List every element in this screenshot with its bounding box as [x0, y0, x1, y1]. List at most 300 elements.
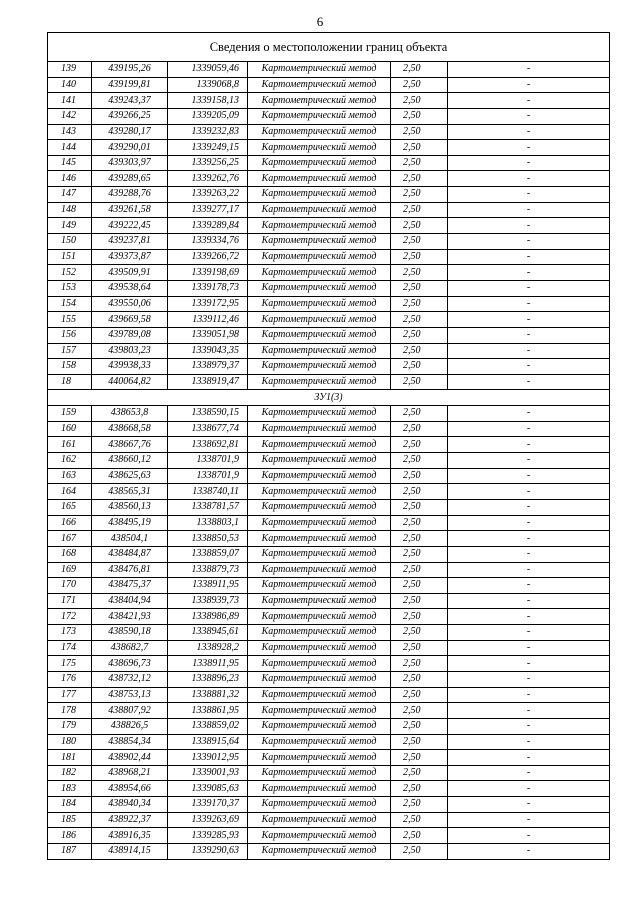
precision-cell: 2,50: [391, 406, 448, 422]
method-cell: Картометрический метод: [248, 62, 391, 78]
point-number-cell: 185: [48, 812, 92, 828]
method-cell: Картометрический метод: [248, 656, 391, 672]
table-row: [48, 734, 610, 750]
table-row: [48, 609, 610, 625]
point-number-cell: 141: [48, 93, 92, 109]
point-number-cell: 159: [48, 406, 92, 422]
coord-x-cell: 438916,35: [92, 828, 168, 844]
coord-y-cell: 1338911,95: [168, 656, 248, 672]
coord-y-cell: 1339068,8: [168, 77, 248, 93]
precision-cell: 2,50: [391, 546, 448, 562]
coord-y-cell: 1339012,95: [168, 750, 248, 766]
coord-x-cell: 438495,19: [92, 515, 168, 531]
coord-y-cell: 1339112,46: [168, 312, 248, 328]
boundary-coordinates-table: [47, 32, 610, 860]
table-row: [48, 625, 610, 641]
method-cell: Картометрический метод: [248, 421, 391, 437]
precision-cell: 2,50: [391, 140, 448, 156]
table-title-row: [48, 33, 610, 62]
precision-cell: 2,50: [391, 625, 448, 641]
table-row: [48, 484, 610, 500]
section-row: [48, 390, 610, 406]
method-cell: Картометрический метод: [248, 765, 391, 781]
description-cell: -: [448, 828, 610, 844]
table-row: [48, 718, 610, 734]
coord-x-cell: 438682,7: [92, 640, 168, 656]
point-number-cell: 150: [48, 234, 92, 250]
coord-y-cell: 1338692,81: [168, 437, 248, 453]
method-cell: Картометрический метод: [248, 578, 391, 594]
coord-y-cell: 1338740,11: [168, 484, 248, 500]
method-cell: Картометрический метод: [248, 750, 391, 766]
description-cell: -: [448, 280, 610, 296]
method-cell: Картометрический метод: [248, 781, 391, 797]
description-cell: -: [448, 218, 610, 234]
precision-cell: 2,50: [391, 249, 448, 265]
point-number-cell: 187: [48, 844, 92, 860]
description-cell: -: [448, 234, 610, 250]
table-row: [48, 640, 610, 656]
table-row: [48, 280, 610, 296]
point-number-cell: 154: [48, 296, 92, 312]
table-row: [48, 249, 610, 265]
precision-cell: 2,50: [391, 202, 448, 218]
method-cell: Картометрический метод: [248, 265, 391, 281]
point-number-cell: 169: [48, 562, 92, 578]
precision-cell: 2,50: [391, 781, 448, 797]
coord-y-cell: 1339249,15: [168, 140, 248, 156]
description-cell: -: [448, 609, 610, 625]
precision-cell: 2,50: [391, 296, 448, 312]
coord-x-cell: 438590,18: [92, 625, 168, 641]
point-number-cell: 155: [48, 312, 92, 328]
description-cell: -: [448, 750, 610, 766]
description-cell: -: [448, 640, 610, 656]
description-cell: -: [448, 453, 610, 469]
coord-x-cell: 438854,34: [92, 734, 168, 750]
table-row: [48, 765, 610, 781]
coord-x-cell: 438660,12: [92, 453, 168, 469]
coord-y-cell: 1338859,07: [168, 546, 248, 562]
coord-x-cell: 438560,13: [92, 499, 168, 515]
point-number-cell: 142: [48, 108, 92, 124]
description-cell: -: [448, 155, 610, 171]
point-number-cell: 168: [48, 546, 92, 562]
description-cell: -: [448, 249, 610, 265]
point-number-cell: 162: [48, 453, 92, 469]
coord-x-cell: 439289,65: [92, 171, 168, 187]
description-cell: -: [448, 812, 610, 828]
precision-cell: 2,50: [391, 453, 448, 469]
point-number-cell: 174: [48, 640, 92, 656]
coord-x-cell: 438826,5: [92, 718, 168, 734]
coord-y-cell: 1339277,17: [168, 202, 248, 218]
point-number-cell: 179: [48, 718, 92, 734]
description-cell: -: [448, 468, 610, 484]
table-row: [48, 327, 610, 343]
description-cell: -: [448, 343, 610, 359]
description-cell: -: [448, 546, 610, 562]
coord-x-cell: 439938,33: [92, 359, 168, 375]
method-cell: Картометрический метод: [248, 531, 391, 547]
precision-cell: 2,50: [391, 468, 448, 484]
coord-y-cell: 1338781,57: [168, 499, 248, 515]
point-number-cell: 165: [48, 499, 92, 515]
description-cell: -: [448, 484, 610, 500]
point-number-cell: 184: [48, 797, 92, 813]
description-cell: -: [448, 656, 610, 672]
point-number-cell: 152: [48, 265, 92, 281]
method-cell: Картометрический метод: [248, 499, 391, 515]
point-number-cell: 139: [48, 62, 92, 78]
coord-x-cell: 439509,91: [92, 265, 168, 281]
point-number-cell: 151: [48, 249, 92, 265]
point-number-cell: 166: [48, 515, 92, 531]
description-cell: -: [448, 718, 610, 734]
point-number-cell: 175: [48, 656, 92, 672]
coord-x-cell: 438954,66: [92, 781, 168, 797]
method-cell: Картометрический метод: [248, 202, 391, 218]
coord-x-cell: 439303,97: [92, 155, 168, 171]
precision-cell: 2,50: [391, 93, 448, 109]
point-number-cell: 149: [48, 218, 92, 234]
description-cell: -: [448, 687, 610, 703]
precision-cell: 2,50: [391, 218, 448, 234]
coord-y-cell: 1339256,25: [168, 155, 248, 171]
table-row: [48, 687, 610, 703]
coord-y-cell: 1339170,37: [168, 797, 248, 813]
table-row: [48, 812, 610, 828]
point-number-cell: 143: [48, 124, 92, 140]
coord-x-cell: 439243,37: [92, 93, 168, 109]
coord-x-cell: 439266,25: [92, 108, 168, 124]
description-cell: -: [448, 359, 610, 375]
coord-x-cell: 438807,92: [92, 703, 168, 719]
method-cell: Картометрический метод: [248, 703, 391, 719]
coord-x-cell: 439789,08: [92, 327, 168, 343]
coord-y-cell: 1338803,1: [168, 515, 248, 531]
coord-y-cell: 1339172,95: [168, 296, 248, 312]
description-cell: -: [448, 296, 610, 312]
coord-y-cell: 1339285,93: [168, 828, 248, 844]
precision-cell: 2,50: [391, 108, 448, 124]
point-number-cell: 146: [48, 171, 92, 187]
method-cell: Картометрический метод: [248, 844, 391, 860]
description-cell: -: [448, 312, 610, 328]
method-cell: Картометрический метод: [248, 124, 391, 140]
method-cell: Картометрический метод: [248, 828, 391, 844]
precision-cell: 2,50: [391, 609, 448, 625]
method-cell: Картометрический метод: [248, 155, 391, 171]
precision-cell: 2,50: [391, 77, 448, 93]
method-cell: Картометрический метод: [248, 593, 391, 609]
coord-x-cell: 440064,82: [92, 374, 168, 390]
precision-cell: 2,50: [391, 765, 448, 781]
precision-cell: 2,50: [391, 687, 448, 703]
method-cell: Картометрический метод: [248, 327, 391, 343]
coord-x-cell: 439550,06: [92, 296, 168, 312]
precision-cell: 2,50: [391, 640, 448, 656]
precision-cell: 2,50: [391, 718, 448, 734]
method-cell: Картометрический метод: [248, 93, 391, 109]
coord-x-cell: 439538,64: [92, 280, 168, 296]
description-cell: -: [448, 765, 610, 781]
coord-x-cell: 439195,26: [92, 62, 168, 78]
table-row: [48, 312, 610, 328]
table-row: [48, 234, 610, 250]
point-number-cell: 172: [48, 609, 92, 625]
method-cell: Картометрический метод: [248, 234, 391, 250]
coord-x-cell: 438968,21: [92, 765, 168, 781]
coord-x-cell: 438476,81: [92, 562, 168, 578]
table-row: [48, 62, 610, 78]
description-cell: -: [448, 171, 610, 187]
table-row: [48, 781, 610, 797]
point-number-cell: 167: [48, 531, 92, 547]
coord-x-cell: 438753,13: [92, 687, 168, 703]
table-row: [48, 187, 610, 203]
description-cell: -: [448, 140, 610, 156]
point-number-cell: 177: [48, 687, 92, 703]
table-row: [48, 562, 610, 578]
description-cell: -: [448, 108, 610, 124]
point-number-cell: 170: [48, 578, 92, 594]
precision-cell: 2,50: [391, 531, 448, 547]
precision-cell: 2,50: [391, 343, 448, 359]
coord-x-cell: 438484,87: [92, 546, 168, 562]
description-cell: -: [448, 77, 610, 93]
point-number-cell: 183: [48, 781, 92, 797]
method-cell: Картометрический метод: [248, 187, 391, 203]
coord-y-cell: 1338701,9: [168, 468, 248, 484]
table-row: [48, 406, 610, 422]
coord-x-cell: 438421,93: [92, 609, 168, 625]
method-cell: Картометрический метод: [248, 374, 391, 390]
table-row: [48, 578, 610, 594]
coord-y-cell: 1338896,23: [168, 671, 248, 687]
method-cell: Картометрический метод: [248, 359, 391, 375]
precision-cell: 2,50: [391, 327, 448, 343]
table-row: [48, 265, 610, 281]
method-cell: Картометрический метод: [248, 546, 391, 562]
precision-cell: 2,50: [391, 484, 448, 500]
point-number-cell: 180: [48, 734, 92, 750]
table-row: [48, 797, 610, 813]
table-row: [48, 108, 610, 124]
precision-cell: 2,50: [391, 124, 448, 140]
coord-y-cell: 1338911,95: [168, 578, 248, 594]
description-cell: -: [448, 625, 610, 641]
coord-x-cell: 438696,73: [92, 656, 168, 672]
description-cell: -: [448, 593, 610, 609]
precision-cell: 2,50: [391, 515, 448, 531]
table-row: [48, 124, 610, 140]
table-row: [48, 374, 610, 390]
point-number-cell: 156: [48, 327, 92, 343]
method-cell: Картометрический метод: [248, 218, 391, 234]
description-cell: -: [448, 531, 610, 547]
coord-x-cell: 439290,01: [92, 140, 168, 156]
precision-cell: 2,50: [391, 280, 448, 296]
precision-cell: 2,50: [391, 359, 448, 375]
method-cell: Картометрический метод: [248, 671, 391, 687]
coord-x-cell: 438668,58: [92, 421, 168, 437]
method-cell: Картометрический метод: [248, 640, 391, 656]
coord-x-cell: 439237,81: [92, 234, 168, 250]
method-cell: Картометрический метод: [248, 468, 391, 484]
coord-y-cell: 1339178,73: [168, 280, 248, 296]
point-number-cell: 178: [48, 703, 92, 719]
coord-x-cell: 438404,94: [92, 593, 168, 609]
coord-y-cell: 1338850,53: [168, 531, 248, 547]
coord-y-cell: 1339051,98: [168, 327, 248, 343]
method-cell: Картометрический метод: [248, 140, 391, 156]
coord-y-cell: 1339205,09: [168, 108, 248, 124]
description-cell: -: [448, 421, 610, 437]
coord-x-cell: 439261,58: [92, 202, 168, 218]
coord-y-cell: 1338859,02: [168, 718, 248, 734]
point-number-cell: 148: [48, 202, 92, 218]
precision-cell: 2,50: [391, 234, 448, 250]
method-cell: Картометрический метод: [248, 718, 391, 734]
method-cell: Картометрический метод: [248, 171, 391, 187]
table-row: [48, 703, 610, 719]
coord-y-cell: 1338945,61: [168, 625, 248, 641]
method-cell: Картометрический метод: [248, 249, 391, 265]
coord-x-cell: 439280,17: [92, 124, 168, 140]
table-row: [48, 593, 610, 609]
description-cell: -: [448, 374, 610, 390]
method-cell: Картометрический метод: [248, 515, 391, 531]
precision-cell: 2,50: [391, 703, 448, 719]
section-label: ЗУ1(3): [48, 390, 610, 406]
coord-x-cell: 438475,37: [92, 578, 168, 594]
precision-cell: 2,50: [391, 656, 448, 672]
coord-y-cell: 1339232,83: [168, 124, 248, 140]
precision-cell: 2,50: [391, 62, 448, 78]
method-cell: Картометрический метод: [248, 406, 391, 422]
table-row: [48, 546, 610, 562]
point-number-cell: 147: [48, 187, 92, 203]
description-cell: -: [448, 703, 610, 719]
table-row: [48, 515, 610, 531]
description-cell: -: [448, 797, 610, 813]
table-row: [48, 531, 610, 547]
coord-y-cell: 1339290,63: [168, 844, 248, 860]
coord-y-cell: 1338861,95: [168, 703, 248, 719]
description-cell: -: [448, 437, 610, 453]
point-number-cell: 171: [48, 593, 92, 609]
precision-cell: 2,50: [391, 797, 448, 813]
point-number-cell: 181: [48, 750, 92, 766]
coord-x-cell: 438504,1: [92, 531, 168, 547]
point-number-cell: 182: [48, 765, 92, 781]
description-cell: -: [448, 62, 610, 78]
precision-cell: 2,50: [391, 812, 448, 828]
table-row: [48, 296, 610, 312]
precision-cell: 2,50: [391, 437, 448, 453]
coord-y-cell: 1339266,72: [168, 249, 248, 265]
description-cell: -: [448, 499, 610, 515]
precision-cell: 2,50: [391, 171, 448, 187]
point-number-cell: 144: [48, 140, 92, 156]
point-number-cell: 176: [48, 671, 92, 687]
method-cell: Картометрический метод: [248, 812, 391, 828]
coord-x-cell: 438922,37: [92, 812, 168, 828]
coord-x-cell: 439222,45: [92, 218, 168, 234]
coord-x-cell: 439669,58: [92, 312, 168, 328]
precision-cell: 2,50: [391, 750, 448, 766]
coord-x-cell: 438653,8: [92, 406, 168, 422]
precision-cell: 2,50: [391, 671, 448, 687]
table-row: [48, 202, 610, 218]
coord-y-cell: 1338677,74: [168, 421, 248, 437]
table-row: [48, 499, 610, 515]
coord-y-cell: 1338928,2: [168, 640, 248, 656]
description-cell: -: [448, 406, 610, 422]
description-cell: -: [448, 781, 610, 797]
point-number-cell: 157: [48, 343, 92, 359]
table-row: [48, 77, 610, 93]
precision-cell: 2,50: [391, 593, 448, 609]
precision-cell: 2,50: [391, 265, 448, 281]
coord-x-cell: 438914,15: [92, 844, 168, 860]
point-number-cell: 18: [48, 374, 92, 390]
coord-x-cell: 438732,12: [92, 671, 168, 687]
point-number-cell: 158: [48, 359, 92, 375]
method-cell: Картометрический метод: [248, 484, 391, 500]
precision-cell: 2,50: [391, 734, 448, 750]
table-row: [48, 218, 610, 234]
coord-y-cell: 1339158,13: [168, 93, 248, 109]
table-row: [48, 844, 610, 860]
coord-y-cell: 1338986,89: [168, 609, 248, 625]
description-cell: -: [448, 327, 610, 343]
description-cell: -: [448, 124, 610, 140]
method-cell: Картометрический метод: [248, 77, 391, 93]
method-cell: Картометрический метод: [248, 609, 391, 625]
method-cell: Картометрический метод: [248, 625, 391, 641]
precision-cell: 2,50: [391, 155, 448, 171]
method-cell: Картометрический метод: [248, 734, 391, 750]
table-row: [48, 421, 610, 437]
description-cell: -: [448, 93, 610, 109]
point-number-cell: 145: [48, 155, 92, 171]
table-row: [48, 359, 610, 375]
coord-y-cell: 1339289,84: [168, 218, 248, 234]
precision-cell: 2,50: [391, 828, 448, 844]
description-cell: -: [448, 671, 610, 687]
table-row: [48, 437, 610, 453]
point-number-cell: 153: [48, 280, 92, 296]
table-row: [48, 671, 610, 687]
precision-cell: 2,50: [391, 421, 448, 437]
coord-x-cell: 439288,76: [92, 187, 168, 203]
description-cell: -: [448, 515, 610, 531]
coord-x-cell: 438667,76: [92, 437, 168, 453]
method-cell: Картометрический метод: [248, 453, 391, 469]
method-cell: Картометрический метод: [248, 312, 391, 328]
point-number-cell: 173: [48, 625, 92, 641]
coord-x-cell: 439803,23: [92, 343, 168, 359]
coord-x-cell: 439199,81: [92, 77, 168, 93]
coord-y-cell: 1338915,64: [168, 734, 248, 750]
coord-x-cell: 438902,44: [92, 750, 168, 766]
point-number-cell: 186: [48, 828, 92, 844]
method-cell: Картометрический метод: [248, 797, 391, 813]
table-row: [48, 155, 610, 171]
coord-x-cell: 439373,87: [92, 249, 168, 265]
